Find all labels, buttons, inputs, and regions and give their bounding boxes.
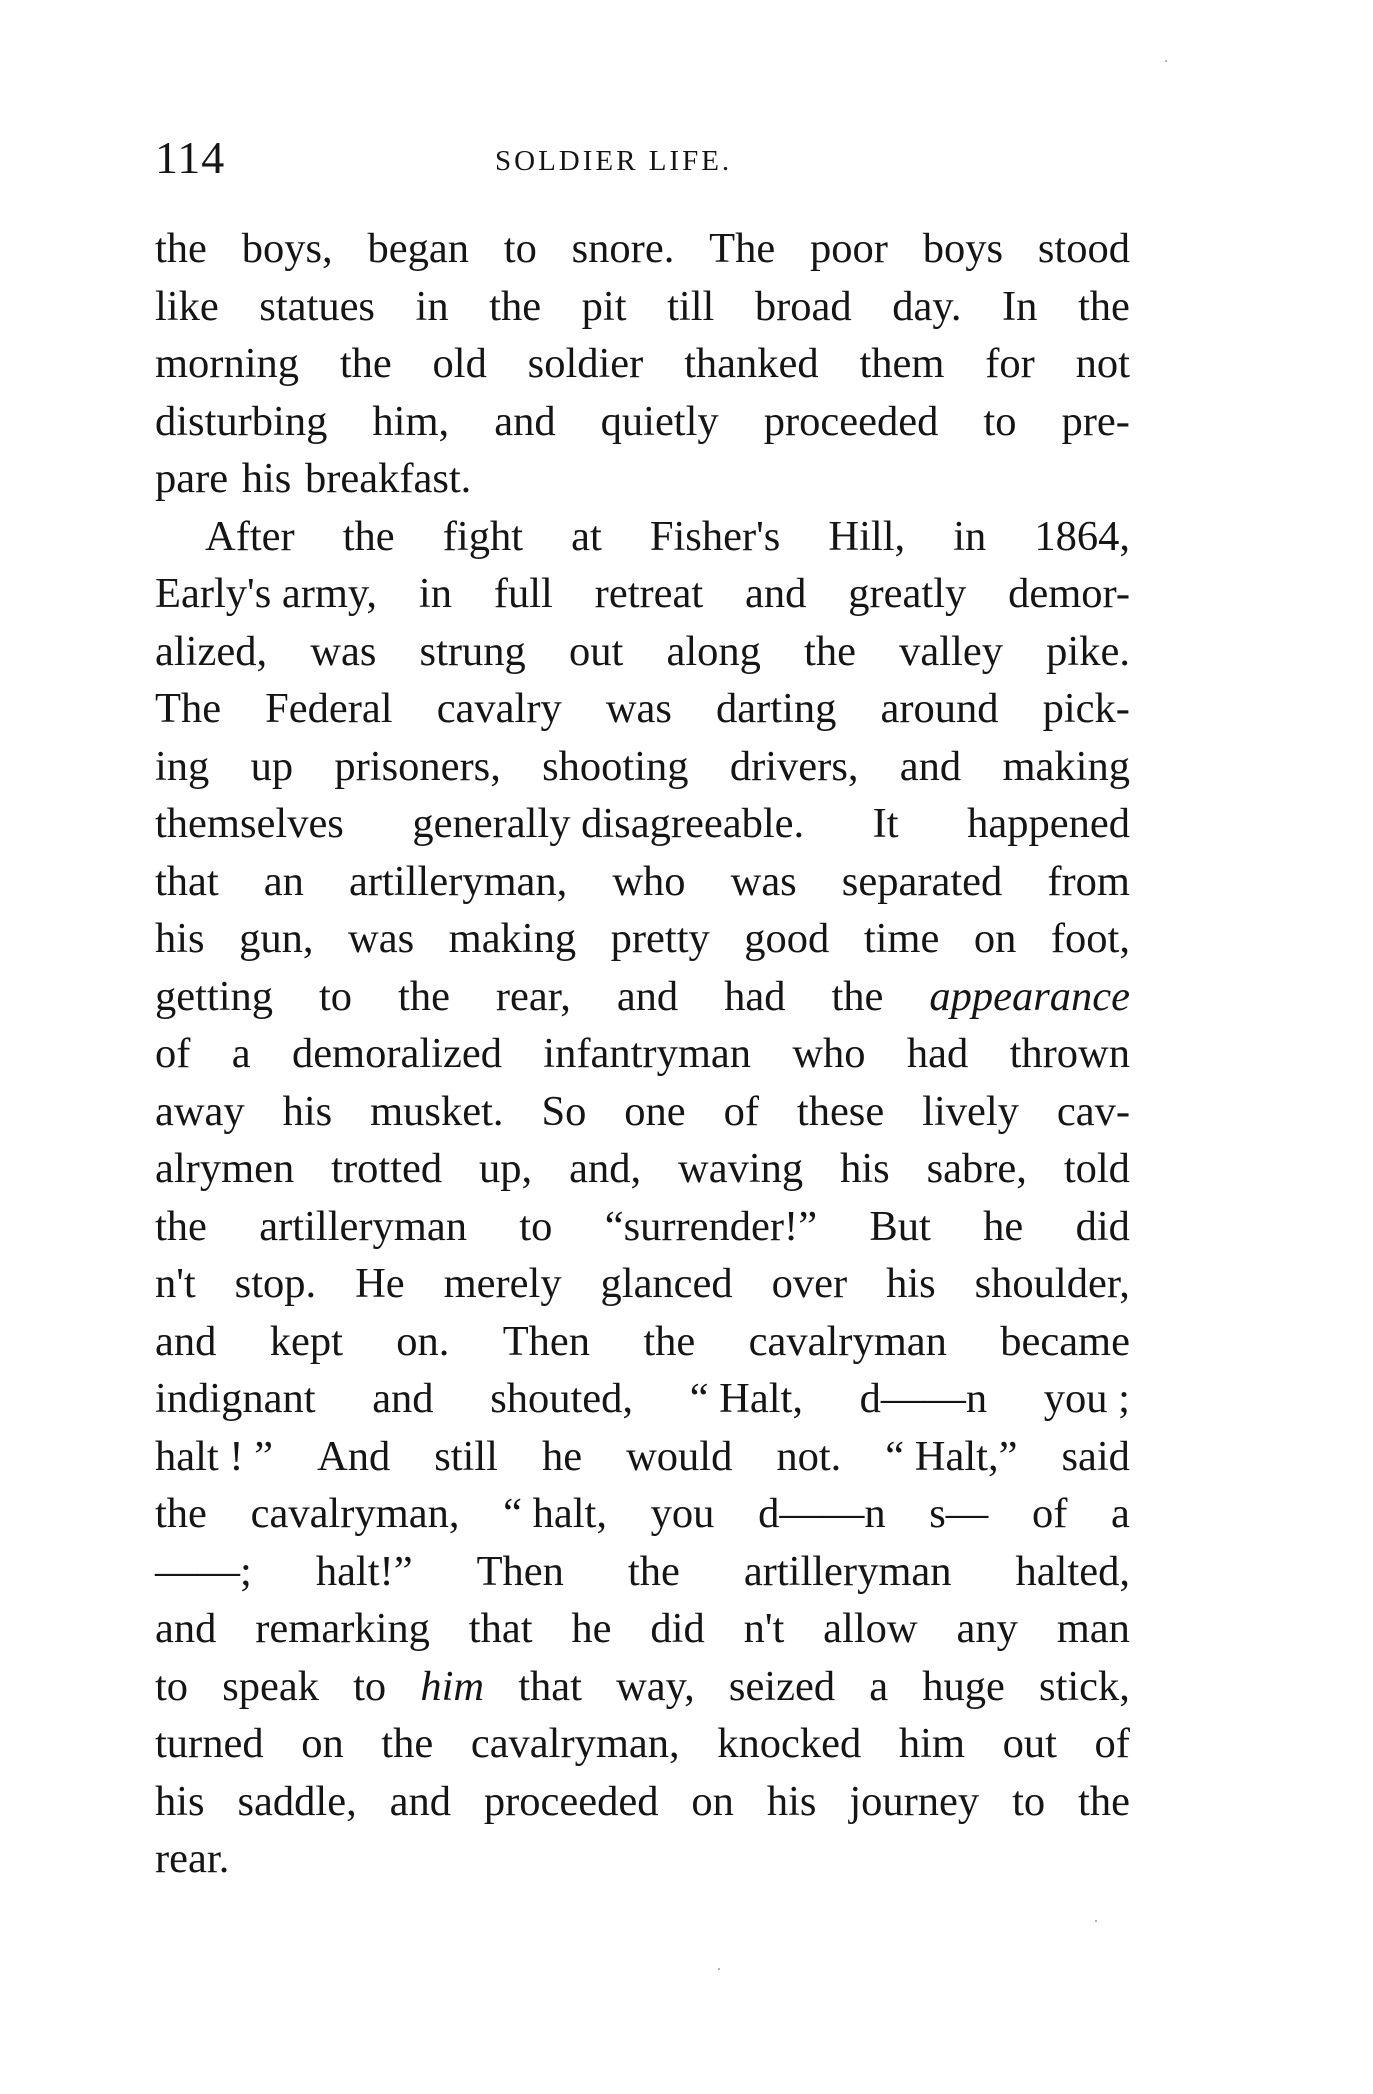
word: his	[886, 1260, 936, 1307]
text-line	[155, 968, 1130, 1026]
text-line	[155, 450, 1130, 508]
word: and	[372, 1375, 434, 1422]
word: who	[612, 857, 686, 905]
text-line	[155, 795, 1130, 853]
word: quietly	[600, 397, 719, 445]
word: you	[650, 1490, 715, 1537]
word: soldier	[527, 340, 644, 387]
word: was	[605, 685, 672, 732]
word: themselves	[155, 800, 344, 847]
word: his	[155, 1777, 205, 1825]
word: did	[1075, 1202, 1130, 1250]
word: In	[1002, 282, 1038, 330]
word: artilleryman	[259, 1202, 467, 1250]
word: statues	[259, 282, 375, 330]
word: him	[898, 1720, 966, 1767]
word: cav-	[1056, 1087, 1130, 1135]
word: in	[953, 512, 987, 560]
word: along	[666, 627, 761, 675]
word: that	[155, 857, 219, 905]
text-line	[155, 335, 1130, 393]
word: and,	[569, 1145, 642, 1192]
word: pit	[581, 282, 627, 330]
word: and	[899, 742, 962, 790]
word: on	[691, 1777, 734, 1825]
word: was	[348, 915, 415, 962]
word: proceeded	[483, 1777, 659, 1825]
text-line	[155, 680, 1130, 738]
word: his	[766, 1777, 817, 1825]
word: But	[869, 1202, 931, 1250]
word: that	[468, 1605, 533, 1652]
word: boys	[922, 225, 1004, 272]
word: After	[205, 512, 295, 560]
word: the	[398, 972, 450, 1020]
word: his	[840, 1145, 890, 1192]
word: the	[627, 1547, 680, 1595]
word: The	[155, 685, 222, 732]
word: making	[448, 915, 577, 962]
word: merely	[443, 1260, 562, 1307]
text-line	[155, 1313, 1130, 1371]
word: turned	[155, 1720, 264, 1767]
word: his	[155, 915, 205, 962]
text-line	[155, 278, 1130, 336]
word: ——;	[155, 1547, 252, 1595]
word: pick-	[1042, 685, 1130, 732]
word: stood	[1037, 225, 1130, 272]
word: man	[1056, 1605, 1130, 1652]
paper-speck	[718, 1968, 720, 1970]
word: a	[1111, 1490, 1130, 1537]
word: to	[983, 397, 1017, 445]
word: became	[1000, 1317, 1130, 1365]
running-head: SOLDIER LIFE.	[495, 145, 733, 177]
word: said	[1061, 1432, 1130, 1480]
word: strung	[419, 627, 526, 675]
word: broad	[754, 282, 852, 330]
word: drivers,	[729, 742, 859, 790]
text-line	[155, 623, 1130, 681]
word: Hill,	[828, 512, 906, 560]
word: saddle,	[237, 1777, 357, 1825]
word: and	[155, 1605, 217, 1652]
text-line	[155, 1428, 1130, 1486]
word: of	[1094, 1720, 1130, 1767]
word: So	[541, 1087, 587, 1135]
word: seized	[728, 1662, 836, 1710]
word: and	[155, 1317, 217, 1365]
word: alrymen	[155, 1145, 295, 1192]
word: from	[1047, 857, 1130, 905]
word: infantryman	[543, 1030, 752, 1077]
word: you ;	[1043, 1375, 1130, 1422]
word: valley	[899, 627, 1003, 675]
word: pare	[155, 455, 229, 502]
word: and	[494, 397, 556, 445]
word: gun,	[239, 915, 314, 962]
word: these	[796, 1087, 885, 1135]
word: pretty	[610, 915, 710, 962]
word: the	[155, 1202, 207, 1250]
word: 1864,	[1034, 512, 1130, 560]
word: kept	[269, 1317, 343, 1365]
word: appearance	[929, 972, 1130, 1020]
word: up,	[479, 1145, 533, 1192]
word: had	[906, 1030, 969, 1077]
word: on.	[396, 1317, 450, 1365]
text-line	[155, 1773, 1130, 1831]
word: alized,	[155, 627, 268, 675]
text-line	[155, 910, 1130, 968]
text-line	[155, 1140, 1130, 1198]
word: proceeded	[763, 397, 939, 445]
text-line	[155, 1198, 1130, 1256]
text-line	[155, 1658, 1130, 1716]
word: like	[155, 282, 219, 330]
word: an	[263, 857, 304, 905]
word: d——n	[758, 1490, 886, 1537]
word: the	[342, 512, 395, 560]
word: artilleryman	[743, 1547, 952, 1595]
word: would	[626, 1432, 733, 1480]
text-line	[155, 1715, 1130, 1773]
word: full	[493, 570, 553, 617]
word: him,	[372, 397, 450, 445]
word: to	[319, 972, 353, 1020]
word: poor	[810, 225, 888, 272]
word: the	[831, 972, 884, 1020]
word: And	[317, 1432, 391, 1480]
word: to	[353, 1662, 387, 1710]
text-line	[155, 1485, 1130, 1543]
word: and	[389, 1777, 451, 1825]
word: happened	[967, 800, 1130, 847]
word: had	[724, 972, 786, 1020]
text-line	[155, 1025, 1130, 1083]
word: a	[869, 1662, 889, 1710]
word: to	[155, 1662, 189, 1710]
word: to	[1012, 1777, 1046, 1825]
text-line	[155, 1370, 1130, 1428]
word: he	[571, 1605, 612, 1652]
word: one	[624, 1087, 686, 1135]
word: and	[616, 972, 679, 1020]
word: separated	[841, 857, 1003, 905]
word: generally disagreeable.	[412, 800, 805, 847]
word: journey	[849, 1777, 980, 1825]
word: did	[650, 1605, 705, 1652]
word: He	[355, 1260, 405, 1307]
word: began	[367, 225, 469, 272]
page-header	[155, 130, 1130, 190]
word: cavalryman,	[250, 1490, 460, 1537]
word: them	[859, 340, 945, 387]
word: fight	[442, 512, 524, 560]
word: for	[985, 340, 1035, 387]
word: lively	[922, 1087, 1019, 1135]
word: boys,	[241, 225, 333, 272]
word: thrown	[1009, 1030, 1130, 1077]
word: huge	[922, 1662, 1005, 1710]
text-line	[155, 1255, 1130, 1313]
word: Then	[476, 1547, 564, 1595]
word: getting	[155, 972, 274, 1020]
word: Early's army,	[155, 570, 378, 617]
word: way,	[616, 1662, 695, 1710]
word: old	[432, 340, 487, 387]
word: the	[489, 282, 542, 330]
word: artilleryman,	[348, 857, 568, 905]
word: was	[730, 857, 797, 905]
word: the	[1078, 1777, 1130, 1825]
word: shooting	[542, 742, 689, 790]
word: speak	[222, 1662, 319, 1710]
word: of	[155, 1030, 191, 1077]
word: “ Halt,”	[885, 1432, 1018, 1480]
word: “surrender!”	[604, 1202, 818, 1250]
word: Fisher's	[649, 512, 781, 560]
word: the	[1077, 282, 1130, 330]
word: foot,	[1050, 915, 1130, 962]
word: on	[301, 1720, 344, 1767]
word: around	[880, 685, 999, 732]
word: shoulder,	[974, 1260, 1130, 1307]
text-line	[155, 853, 1130, 911]
text-line	[155, 565, 1130, 623]
word: to	[519, 1202, 553, 1250]
word: Federal	[265, 685, 393, 732]
text-line	[155, 1083, 1130, 1141]
word: cavalryman,	[470, 1720, 680, 1767]
text-line	[155, 1543, 1130, 1601]
word: and	[745, 570, 807, 617]
word: the	[155, 225, 207, 272]
word: in	[415, 282, 449, 330]
word: the	[339, 340, 392, 387]
word: demoralized	[291, 1030, 502, 1077]
word: halt!”	[315, 1547, 413, 1595]
word: still	[434, 1432, 498, 1480]
word: greatly	[848, 570, 967, 617]
word: trotted	[331, 1145, 443, 1192]
word: indignant	[155, 1375, 316, 1422]
word: disturbing	[155, 397, 328, 445]
word: n't	[155, 1260, 196, 1307]
word: “ halt,	[503, 1490, 607, 1537]
word: snore.	[571, 225, 675, 272]
word: rear.	[155, 1835, 230, 1882]
word: remarking	[255, 1605, 430, 1652]
word: the	[804, 627, 856, 675]
word: stick,	[1039, 1662, 1130, 1710]
word: told	[1063, 1145, 1130, 1192]
word: The	[709, 225, 776, 272]
text-line	[155, 1600, 1130, 1658]
word: at	[571, 512, 602, 560]
paper-speck	[1165, 60, 1167, 62]
word: rear,	[495, 972, 571, 1020]
word: the	[381, 1720, 434, 1767]
word: over	[771, 1260, 848, 1307]
word: sabre,	[926, 1145, 1027, 1192]
word: up	[250, 742, 294, 790]
text-line	[155, 393, 1130, 451]
word: halt ! ”	[155, 1432, 273, 1480]
word: not	[1075, 340, 1130, 387]
word: waving	[678, 1145, 804, 1192]
word: on	[973, 915, 1017, 962]
word: day.	[892, 282, 962, 330]
word: pike.	[1046, 627, 1130, 675]
word: retreat	[594, 570, 704, 617]
word: out	[1002, 1720, 1057, 1767]
word: s—	[929, 1490, 989, 1537]
word: his	[282, 1087, 333, 1135]
word: that	[518, 1662, 582, 1710]
word: thanked	[684, 340, 819, 387]
word: he	[983, 1202, 1024, 1250]
word: breakfast.	[304, 455, 472, 502]
word: him	[420, 1662, 485, 1710]
word: the	[155, 1490, 207, 1537]
word: his	[241, 455, 292, 502]
word: a	[231, 1030, 251, 1077]
word: of	[1031, 1490, 1068, 1537]
text-line	[155, 508, 1130, 566]
word: morning	[155, 340, 300, 387]
word: demor-	[1008, 570, 1130, 617]
body-text	[155, 220, 1130, 1888]
word: good	[744, 915, 830, 962]
word: in	[418, 570, 452, 617]
word: of	[723, 1087, 759, 1135]
word: allow	[823, 1605, 918, 1652]
word: till	[667, 282, 715, 330]
word: not.	[776, 1432, 842, 1480]
word: the	[643, 1317, 696, 1365]
word: to	[503, 225, 537, 272]
word: “ Halt,	[689, 1375, 803, 1422]
word: n't	[743, 1605, 785, 1652]
word: who	[792, 1030, 866, 1077]
paper-speck	[1095, 1920, 1097, 1922]
word: cavalryman	[748, 1317, 947, 1365]
word: halted,	[1015, 1547, 1130, 1595]
word: time	[863, 915, 940, 962]
word: he	[541, 1432, 583, 1480]
word: was	[310, 627, 377, 675]
text-line	[155, 220, 1130, 278]
word: Then	[502, 1317, 591, 1365]
word: out	[568, 627, 624, 675]
word: making	[1002, 742, 1130, 790]
word: It	[872, 800, 899, 847]
page-number: 114	[155, 132, 226, 183]
word: prisoners,	[334, 742, 501, 790]
text-line	[155, 738, 1130, 796]
word: pre-	[1061, 397, 1130, 445]
word: away	[155, 1087, 245, 1135]
word: knocked	[717, 1720, 862, 1767]
word: shouted,	[490, 1375, 634, 1422]
word: d——n	[859, 1375, 988, 1422]
word: cavalry	[436, 685, 562, 732]
text-line	[155, 1830, 1130, 1888]
word: musket.	[370, 1087, 504, 1135]
word: glanced	[600, 1260, 733, 1307]
word: darting	[716, 685, 837, 732]
word: stop.	[234, 1260, 317, 1307]
word: any	[956, 1605, 1018, 1652]
word: ing	[155, 742, 210, 790]
